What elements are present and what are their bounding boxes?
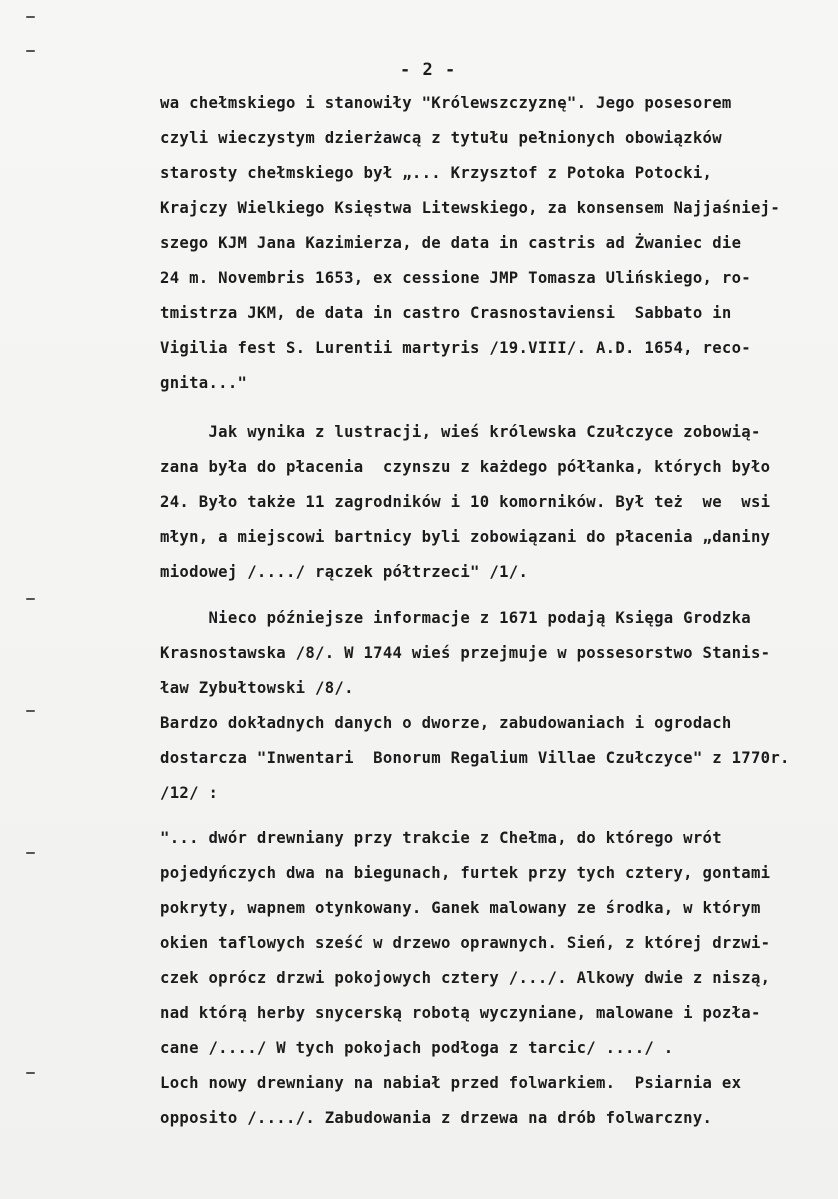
text-line: pokryty, wapnem otynkowany. Ganek malowany ze środka, w którym — [160, 899, 761, 917]
text-line: 24 m. Novembris 1653, ex cessione JMP Tomasza Ulińskiego, ro- — [160, 269, 751, 287]
page-number: - 2 - — [400, 60, 457, 80]
text-line: "... dwór drewniany przy trakcie z Chełma, do którego wrót — [160, 829, 722, 847]
text-line: opposito /..../. Zabudowania z drzewa na drób folwarczny. — [160, 1109, 713, 1127]
text-line: Krajczy Wielkiego Księstwa Litewskiego, za konsensem Najjaśniej- — [160, 199, 781, 217]
text-line: Krasnostawska /8/. W 1744 wieś przejmuje w possesorstwo Stanis- — [160, 644, 771, 662]
text-line: cane /..../ W tych pokojach podłoga z tarcic/ ..../ . — [160, 1039, 674, 1057]
punch-mark — [26, 50, 35, 52]
text-line: 24. Było także 11 zagrodników i 10 komorników. Był też we wsi — [160, 493, 771, 511]
punch-mark — [26, 710, 35, 712]
text-line: /12/ : — [160, 784, 219, 802]
text-line: czyli wieczystym dzierżawcą z tytułu pełnionych obowiązków — [160, 129, 722, 147]
punch-mark — [26, 1072, 35, 1074]
punch-mark — [26, 598, 35, 600]
text-line: Vigilia fest S. Lurentii martyris /19.VIII/. A.D. 1654, reco- — [160, 339, 751, 357]
text-line: czek oprócz drzwi pokojowych cztery /.../. Alkowy dwie z niszą, — [160, 969, 771, 987]
text-line: Loch nowy drewniany na nabiał przed folwarkiem. Psiarnia ex — [160, 1074, 742, 1092]
text-line: okien taflowych sześć w drzewo oprawnych. Sień, z której drzwi- — [160, 934, 771, 952]
text-line: młyn, a miejscowi bartnicy byli zobowiązani do płacenia „daniny — [160, 528, 771, 546]
text-line: szego KJM Jana Kazimierza, de data in castris ad Żwaniec die — [160, 234, 742, 252]
punch-mark — [26, 16, 35, 18]
text-line: Bardzo dokładnych danych o dworze, zabudowaniach i ogrodach — [160, 714, 732, 732]
text-line: Jak wynika z lustracji, wieś królewska Czułczyce zobowią- — [160, 423, 761, 441]
text-line: tmistrza JKM, de data in castro Crasnostaviensi Sabbato in — [160, 304, 732, 322]
text-line: zana była do płacenia czynszu z każdego półłanka, których było — [160, 458, 771, 476]
text-line: nad którą herby snycerską robotą wyczyniane, malowane i pozła- — [160, 1004, 761, 1022]
text-line: dostarcza "Inwentari Bonorum Regalium Villae Czułczyce" z 1770r. — [160, 749, 790, 767]
text-line: miodowej /..../ rączek półtrzeci" /1/. — [160, 563, 529, 581]
text-line: gnita..." — [160, 374, 248, 392]
punch-mark — [26, 852, 35, 854]
text-line: Nieco późniejsze informacje z 1671 podają Księga Grodzka — [160, 609, 751, 627]
text-line: pojedyńczych dwa na biegunach, furtek przy tych cztery, gontami — [160, 864, 771, 882]
text-line: starosty chełmskiego był „... Krzysztof z Potoka Potocki, — [160, 164, 713, 182]
text-line: ław Zybułtowski /8/. — [160, 679, 354, 697]
text-line: wa chełmskiego i stanowiły "Królewszczyznę". Jego posesorem — [160, 94, 732, 112]
